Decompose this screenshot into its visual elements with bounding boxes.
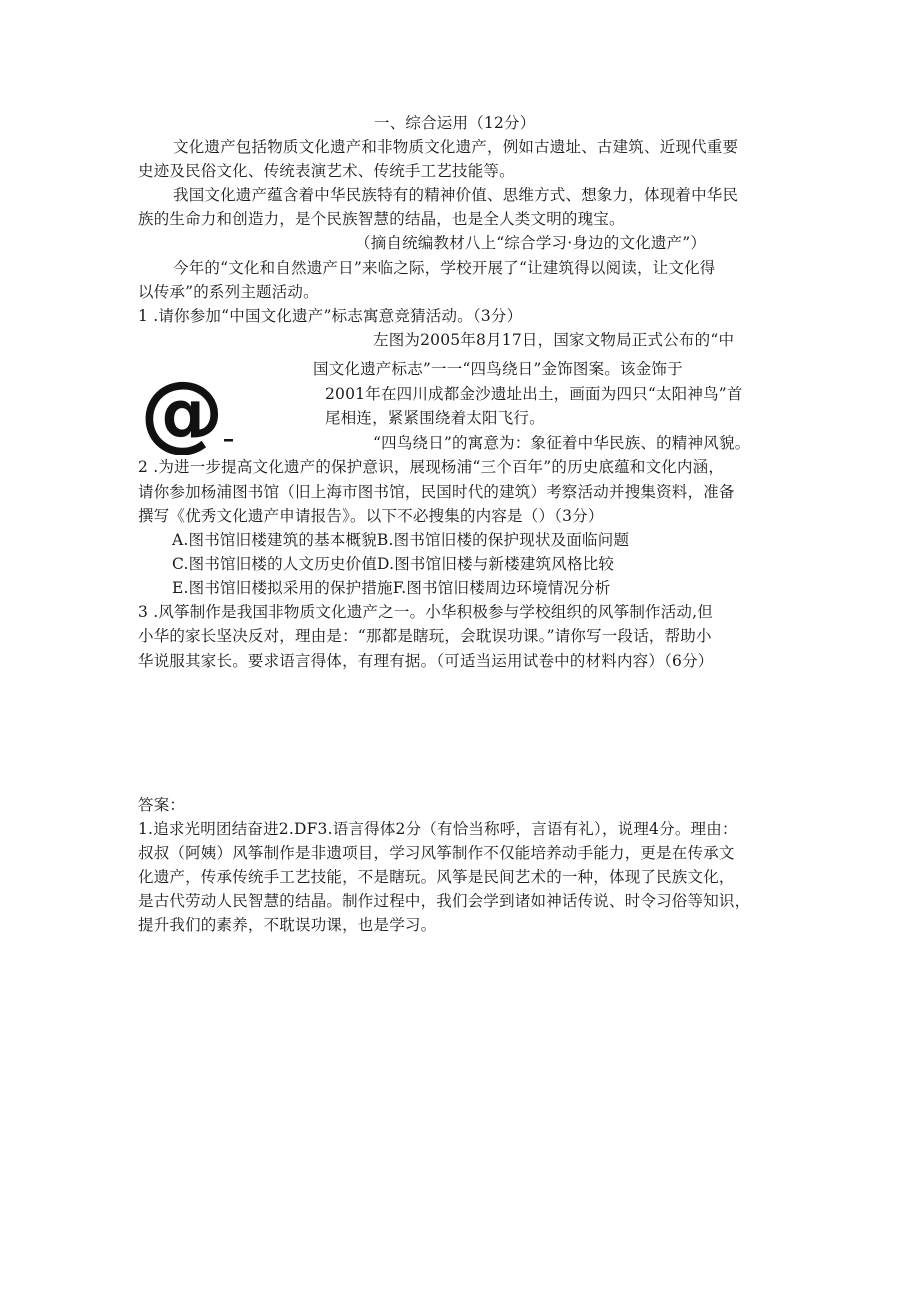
svg-text:@: @ bbox=[140, 365, 224, 455]
q2-option-cd: C.图书馆旧楼的人文历史价值D.图书馆旧楼与新楼建筑风格比较 bbox=[172, 555, 615, 573]
intro-line-2: 史迹及民俗文化、传统表演艺术、传统手工艺技能等。 bbox=[138, 162, 515, 180]
q1-line-3: 2001年在四川成都金沙遗址出土，画面为四只“太阳神鸟”首 bbox=[325, 385, 743, 403]
intro-line-1: 文化遗产包括物质文化遗产和非物质文化遗产，例如古遗址、古建筑、近现代重要 bbox=[173, 138, 739, 156]
q3-line-1: 3 .风筝制作是我国非物质文化遗产之一。小华积极参与学校组织的风筝制作活动,但 bbox=[138, 603, 713, 621]
intro-line-3: 我国文化遗产蕴含着中华民族特有的精神价值、思维方式、想象力，体现着中华民 bbox=[173, 186, 739, 204]
answer-line-5: 提升我们的素养，不耽误功课，也是学习。 bbox=[138, 916, 437, 934]
q2-line-2: 请你参加杨浦图书馆（旧上海市图书馆，民国时代的建筑）考察活动并搜集资料，准备 bbox=[138, 483, 735, 501]
q1-line-5: “四鸟绕日”的寓意为：象征着中华民族、的精神风貌。 bbox=[373, 434, 751, 452]
q2-option-ef: E.图书馆旧楼拟采用的保护措施F.图书馆旧楼周边环境情况分析 bbox=[172, 579, 611, 597]
intro-line-6: 今年的“文化和自然遗产日”来临之际，学校开展了“让建筑得以阅读，让文化得 bbox=[173, 259, 716, 277]
q2-option-ab: A.图书馆旧楼建筑的基本概貌B.图书馆旧楼的保护现状及面临问题 bbox=[172, 531, 630, 549]
q1-line-2: 国文化遗产标志”一一“四鸟绕日”金饰图案。该金饰于 bbox=[313, 360, 683, 378]
source-citation: （摘自统编教材八上“综合学习·身边的文化遗产”） bbox=[355, 234, 707, 252]
q3-line-2: 小华的家长坚决反对，理由是：“那都是瞎玩，会耽误功课。”请你写一段话，帮助小 bbox=[138, 627, 712, 645]
q2-line-3: 撰写《优秀文化遗产申请报告》。以下不必搜集的内容是（）（3分） bbox=[138, 507, 604, 525]
answer-label: 答案： bbox=[138, 796, 186, 814]
answer-line-3: 化遗产，传承传统手工艺技能，不是瞎玩。风筝是民间艺术的一种，体现了民族文化， bbox=[138, 868, 735, 886]
answer-line-1: 1.追求光明团结奋进2.DF3.语言得体2分（有恰当称呼，言语有礼），说理4分。理由： bbox=[138, 820, 738, 838]
q2-line-1: 2 .为进一步提高文化遗产的保护意识，展现杨浦“三个百年”的历史底蕴和文化内涵， bbox=[138, 458, 725, 476]
q1-prompt: 1 .请你参加“中国文化遗产”标志寓意竞猜活动。（3分） bbox=[138, 307, 523, 325]
q3-line-3: 华说服其家长。要求语言得体，有理有据。（可适当运用试卷中的材料内容）（6分） bbox=[138, 652, 714, 670]
q1-line-1: 左图为2005年8月17日，国家文物局正式公布的“中 bbox=[373, 331, 735, 349]
answer-line-2: 叔叔（阿姨）风筝制作是非遗项目，学习风筝制作不仅能培养动手能力，更是在传承文 bbox=[138, 844, 735, 862]
at-sign-logo-icon bbox=[138, 365, 238, 455]
intro-line-7: 以传承”的系列主题活动。 bbox=[138, 283, 319, 301]
q1-line-4: 尾相连，紧紧围绕着太阳飞行。 bbox=[325, 409, 545, 427]
section-title: 一、综合运用（12分） bbox=[374, 114, 536, 132]
intro-line-4: 族的生命力和创造力，是个民族智慧的结晶，也是全人类文明的瑰宝。 bbox=[138, 210, 625, 228]
answer-line-4: 是古代劳动人民智慧的结晶。制作过程中，我们会学到诸如神话传说、时令习俗等知识， bbox=[138, 892, 751, 910]
